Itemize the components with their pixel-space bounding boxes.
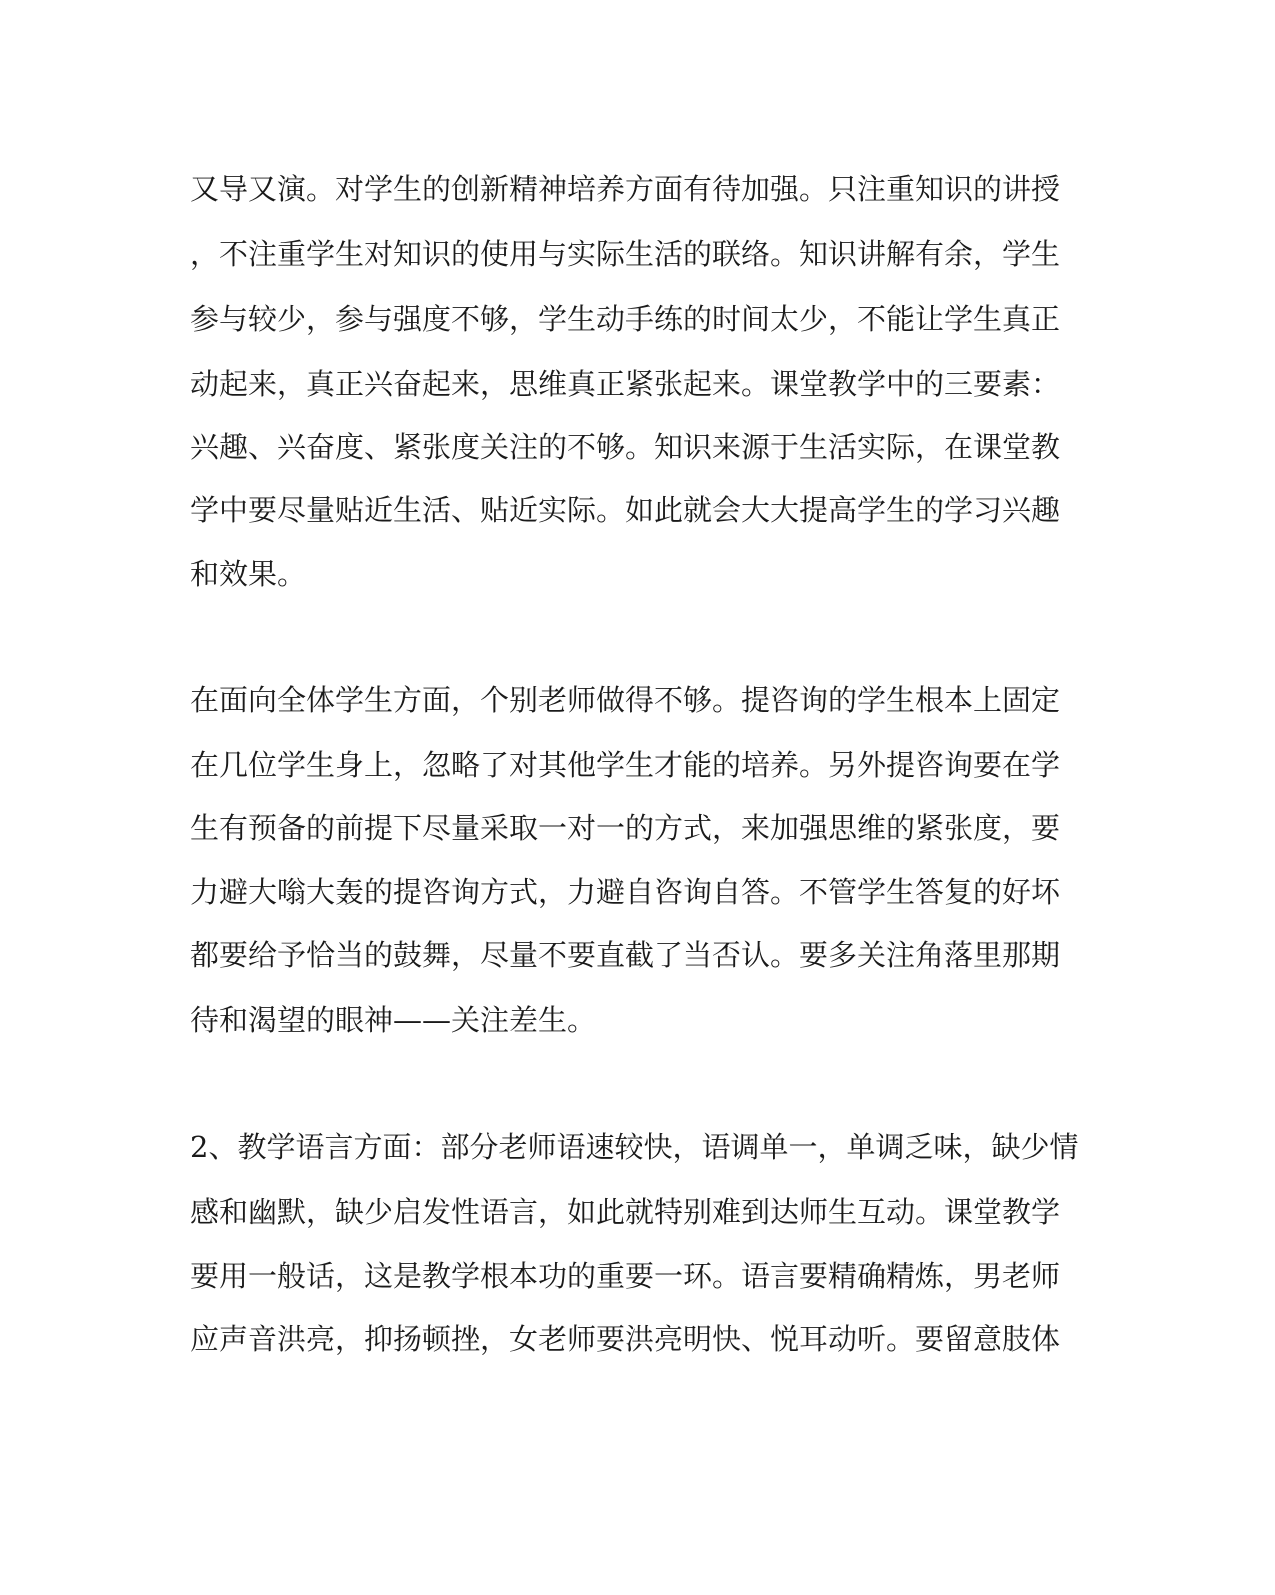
text-line: 又导又演。对学生的创新精神培养方面有待加强。只注重知识的讲授: [190, 172, 1061, 206]
text-line: 都要给予恰当的鼓舞，尽量不要直截了当否认。要多关注角落里那期: [190, 938, 1061, 972]
text-line: 动起来，真正兴奋起来，思维真正紧张起来。课堂教学中的三要素：: [190, 367, 1061, 401]
text-line: 2、教学语言方面：部分老师语速较快，语调单一，单调乏味，缺少情: [190, 1130, 1079, 1164]
text-line: 学中要尽量贴近生活、贴近实际。如此就会大大提高学生的学习兴趣: [190, 493, 1061, 527]
text-line: 在几位学生身上，忽略了对其他学生才能的培养。另外提咨询要在学: [190, 748, 1061, 782]
text-line: 感和幽默，缺少启发性语言，如此就特别难到达师生互动。课堂教学: [190, 1195, 1061, 1229]
text-line: 和效果。: [190, 557, 307, 591]
text-line: 应声音洪亮，抑扬顿挫，女老师要洪亮明快、悦耳动听。要留意肢体: [190, 1322, 1061, 1356]
text-line: 力避大嗡大轰的提咨询方式，力避自咨询自答。不管学生答复的好坏: [190, 875, 1061, 909]
text-line: 兴趣、兴奋度、紧张度关注的不够。知识来源于生活实际，在课堂教: [190, 430, 1061, 464]
text-line: 在面向全体学生方面，个别老师做得不够。提咨询的学生根本上固定: [190, 683, 1061, 717]
text-line: 待和渴望的眼神——关注差生。: [190, 1003, 597, 1037]
text-line: 要用一般话，这是教学根本功的重要一环。语言要精确精炼，男老师: [190, 1259, 1061, 1293]
text-line: 生有预备的前提下尽量采取一对一的方式，来加强思维的紧张度，要: [190, 811, 1061, 845]
text-line: ，不注重学生对知识的使用与实际生活的联络。知识讲解有余，学生: [190, 237, 1061, 271]
text-line: 参与较少，参与强度不够，学生动手练的时间太少，不能让学生真正: [190, 302, 1061, 336]
